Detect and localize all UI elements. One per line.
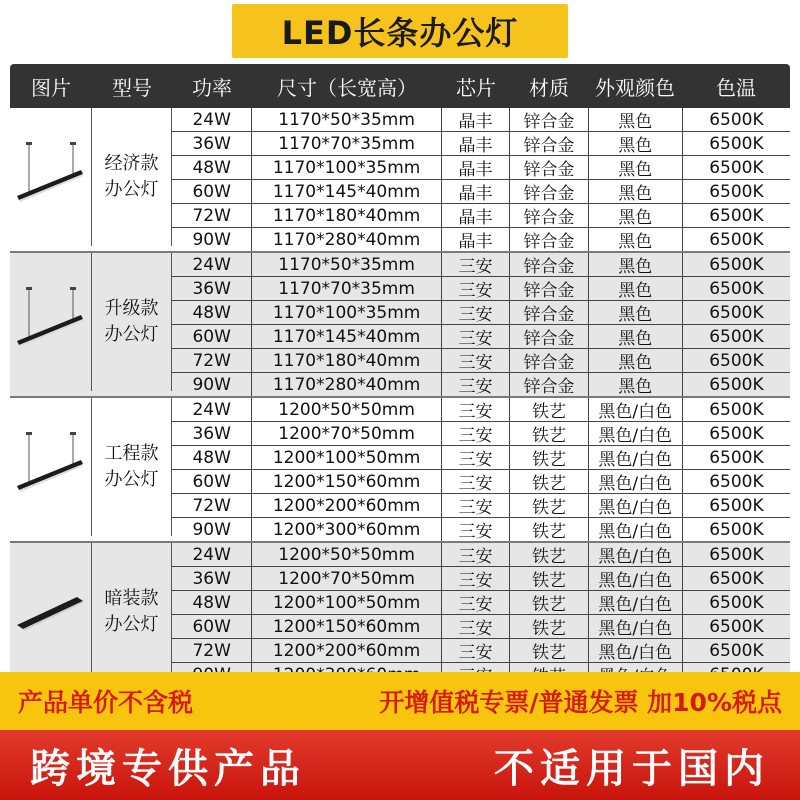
- color-temp-cell: 6500K: [709, 471, 764, 492]
- chip-cell: 三安: [442, 470, 510, 493]
- color-cell: 黑色: [589, 204, 683, 227]
- header-image: 图片: [31, 75, 71, 100]
- material-cell: 铁艺: [510, 494, 588, 517]
- size-cell: 1170*70*35mm: [252, 132, 441, 155]
- color-cell: 黑色/白色: [589, 470, 683, 493]
- power-cell: 72W: [172, 494, 252, 517]
- model-cell: [92, 108, 172, 246]
- power-cell: 24W: [172, 398, 252, 421]
- size-cell: 1170*280*40mm: [252, 228, 441, 251]
- table-body: [10, 108, 790, 688]
- header-model: 型号: [112, 75, 152, 100]
- power-cell: 36W: [172, 567, 252, 590]
- chip-cell: 晶丰: [442, 204, 510, 227]
- chip-cell: 三安: [442, 253, 510, 276]
- size-cell: 1200*200*60mm: [252, 639, 441, 662]
- table-row: [172, 422, 790, 446]
- model-name-line1: 工程款: [104, 443, 159, 464]
- color-cell: 黑色/白色: [589, 543, 683, 566]
- product-group: [10, 108, 790, 253]
- chip-cell: 三安: [442, 277, 510, 300]
- model-name-line2: 办公灯: [104, 614, 159, 635]
- color-temp-cell: 6500K: [709, 229, 764, 250]
- material-cell: 锌合金: [510, 180, 588, 203]
- chip-cell: 晶丰: [442, 108, 510, 131]
- power-cell: 72W: [172, 639, 252, 662]
- size-cell: 1170*100*35mm: [252, 156, 441, 179]
- header-size: 尺寸（长宽高）: [277, 75, 417, 100]
- footer-banner: [0, 730, 800, 800]
- header-color: 外观颜色: [595, 75, 675, 100]
- size-cell: 1200*70*50mm: [252, 422, 441, 445]
- product-group: [10, 543, 790, 688]
- chip-cell: 三安: [442, 446, 510, 469]
- image-cell: [10, 108, 92, 246]
- color-temp-cell: 6500K: [709, 205, 764, 226]
- title-bar: [0, 0, 800, 64]
- size-cell: 1170*70*35mm: [252, 277, 441, 300]
- color-temp-cell: 6500K: [709, 568, 764, 589]
- color-cell: 黑色: [589, 373, 683, 396]
- chip-cell: 三安: [442, 518, 510, 541]
- size-cell: 1170*180*40mm: [252, 349, 441, 372]
- color-temp-cell: 6500K: [709, 302, 764, 323]
- pendant-lamp-icon: [15, 140, 85, 214]
- chip-cell: 三安: [442, 422, 510, 445]
- pendant-lamp-icon: [15, 285, 85, 359]
- size-cell: 1200*50*50mm: [252, 398, 441, 421]
- power-cell: 60W: [172, 325, 252, 348]
- color-temp-cell: 6500K: [709, 254, 764, 275]
- model-name-line1: 经济款: [104, 153, 159, 174]
- color-temp-cell: 6500K: [709, 350, 764, 371]
- color-temp-cell: 6500K: [709, 157, 764, 178]
- size-cell: 1170*100*35mm: [252, 301, 441, 324]
- color-cell: 黑色: [589, 301, 683, 324]
- chip-cell: 三安: [442, 567, 510, 590]
- color-cell: 黑色/白色: [589, 446, 683, 469]
- power-cell: 24W: [172, 253, 252, 276]
- power-cell: 90W: [172, 518, 252, 541]
- model-name-line2: 办公灯: [104, 469, 159, 490]
- color-cell: 黑色: [589, 132, 683, 155]
- table-row: [172, 470, 790, 494]
- color-temp-cell: 6500K: [709, 109, 764, 130]
- material-cell: 锌合金: [510, 301, 588, 324]
- color-temp-cell: 6500K: [709, 133, 764, 154]
- table-row: [172, 494, 790, 518]
- size-cell: 1200*200*60mm: [252, 494, 441, 517]
- color-cell: 黑色/白色: [589, 494, 683, 517]
- power-cell: 36W: [172, 277, 252, 300]
- table-row: [172, 591, 790, 615]
- material-cell: 锌合金: [510, 373, 588, 396]
- material-cell: 铁艺: [510, 422, 588, 445]
- material-cell: 铁艺: [510, 398, 588, 421]
- chip-cell: 三安: [442, 494, 510, 517]
- size-cell: 1200*150*60mm: [252, 615, 441, 638]
- power-cell: 36W: [172, 132, 252, 155]
- notice-invoice-text: 开增值税专票/普通发票 加10%税点: [379, 688, 782, 717]
- table-row: [172, 567, 790, 591]
- power-cell: 60W: [172, 615, 252, 638]
- color-temp-cell: 6500K: [709, 181, 764, 202]
- material-cell: 铁艺: [510, 591, 588, 614]
- material-cell: 铁艺: [510, 470, 588, 493]
- color-cell: 黑色: [589, 253, 683, 276]
- color-temp-cell: 6500K: [709, 423, 764, 444]
- power-cell: 48W: [172, 591, 252, 614]
- chip-cell: 三安: [442, 398, 510, 421]
- power-cell: 24W: [172, 543, 252, 566]
- material-cell: 锌合金: [510, 253, 588, 276]
- color-cell: 黑色: [589, 325, 683, 348]
- model-name-line1: 暗装款: [104, 588, 159, 609]
- size-cell: 1200*70*50mm: [252, 567, 441, 590]
- color-temp-cell: 6500K: [709, 399, 764, 420]
- power-cell: 90W: [172, 373, 252, 396]
- table-row: [172, 398, 790, 422]
- tax-notice: [0, 672, 800, 730]
- table-row: [172, 446, 790, 470]
- color-temp-cell: 6500K: [709, 447, 764, 468]
- material-cell: 铁艺: [510, 543, 588, 566]
- color-temp-cell: 6500K: [709, 519, 764, 540]
- table-row: [172, 325, 790, 349]
- table-row: [172, 373, 790, 396]
- color-cell: 黑色/白色: [589, 422, 683, 445]
- size-cell: 1200*100*50mm: [252, 591, 441, 614]
- color-cell: 黑色/白色: [589, 639, 683, 662]
- table-row: [172, 180, 790, 204]
- color-cell: 黑色: [589, 156, 683, 179]
- material-cell: 铁艺: [510, 518, 588, 541]
- chip-cell: 三安: [442, 639, 510, 662]
- color-temp-cell: 6500K: [709, 278, 764, 299]
- table-row: [172, 639, 790, 663]
- spec-table: [10, 64, 790, 688]
- header-chip: 芯片: [456, 75, 496, 100]
- power-cell: 48W: [172, 446, 252, 469]
- color-temp-cell: 6500K: [709, 374, 764, 395]
- chip-cell: 晶丰: [442, 180, 510, 203]
- chip-cell: 晶丰: [442, 132, 510, 155]
- table-row: [172, 277, 790, 301]
- pendant-lamp-icon: [15, 430, 85, 504]
- chip-cell: 三安: [442, 349, 510, 372]
- model-name-line1: 升级款: [104, 298, 159, 319]
- product-group: [10, 398, 790, 543]
- color-cell: 黑色/白色: [589, 615, 683, 638]
- material-cell: 锌合金: [510, 277, 588, 300]
- header-color-temp: 色温: [716, 75, 756, 100]
- image-cell: [10, 543, 92, 681]
- color-cell: 黑色/白色: [589, 567, 683, 590]
- table-row: [172, 543, 790, 567]
- footer-domestic-text: 不适用于国内: [494, 745, 770, 792]
- notice-price-text: 产品单价不含税: [18, 688, 194, 717]
- header-power: 功率: [192, 75, 232, 100]
- color-cell: 黑色: [589, 349, 683, 372]
- recessed-lamp-icon: [15, 575, 85, 649]
- table-row: [172, 349, 790, 373]
- footer-export-text: 跨境专供产品: [30, 745, 306, 792]
- color-temp-cell: 6500K: [709, 544, 764, 565]
- table-row: [172, 228, 790, 251]
- header-material: 材质: [529, 75, 569, 100]
- color-temp-cell: 6500K: [709, 495, 764, 516]
- chip-cell: 晶丰: [442, 156, 510, 179]
- size-cell: 1170*145*40mm: [252, 180, 441, 203]
- image-cell: [10, 398, 92, 536]
- chip-cell: 晶丰: [442, 228, 510, 251]
- size-cell: 1170*145*40mm: [252, 325, 441, 348]
- material-cell: 铁艺: [510, 615, 588, 638]
- chip-cell: 三安: [442, 373, 510, 396]
- model-name-line2: 办公灯: [104, 324, 159, 345]
- color-cell: 黑色/白色: [589, 398, 683, 421]
- material-cell: 锌合金: [510, 132, 588, 155]
- power-cell: 24W: [172, 108, 252, 131]
- page-title: LED长条办公灯: [232, 4, 568, 58]
- table-header: [10, 64, 790, 108]
- power-cell: 72W: [172, 204, 252, 227]
- table-row: [172, 132, 790, 156]
- size-cell: 1200*50*50mm: [252, 543, 441, 566]
- table-row: [172, 253, 790, 277]
- material-cell: 铁艺: [510, 639, 588, 662]
- chip-cell: 三安: [442, 325, 510, 348]
- model-cell: [92, 543, 172, 681]
- color-temp-cell: 6500K: [709, 592, 764, 613]
- color-cell: 黑色: [589, 180, 683, 203]
- table-row: [172, 156, 790, 180]
- model-cell: [92, 398, 172, 536]
- chip-cell: 三安: [442, 591, 510, 614]
- material-cell: 锌合金: [510, 156, 588, 179]
- product-group: [10, 253, 790, 398]
- color-temp-cell: 6500K: [709, 640, 764, 661]
- material-cell: 锌合金: [510, 349, 588, 372]
- power-cell: 48W: [172, 301, 252, 324]
- size-cell: 1170*50*35mm: [252, 253, 441, 276]
- color-temp-cell: 6500K: [709, 326, 764, 347]
- power-cell: 60W: [172, 470, 252, 493]
- material-cell: 锌合金: [510, 325, 588, 348]
- color-cell: 黑色: [589, 277, 683, 300]
- table-row: [172, 518, 790, 541]
- color-cell: 黑色: [589, 108, 683, 131]
- size-cell: 1170*50*35mm: [252, 108, 441, 131]
- power-cell: 36W: [172, 422, 252, 445]
- material-cell: 铁艺: [510, 446, 588, 469]
- size-cell: 1200*150*60mm: [252, 470, 441, 493]
- table-row: [172, 204, 790, 228]
- size-cell: 1200*100*50mm: [252, 446, 441, 469]
- table-row: [172, 108, 790, 132]
- size-cell: 1170*180*40mm: [252, 204, 441, 227]
- color-cell: 黑色/白色: [589, 518, 683, 541]
- chip-cell: 三安: [442, 615, 510, 638]
- size-cell: 1170*280*40mm: [252, 373, 441, 396]
- color-cell: 黑色: [589, 228, 683, 251]
- material-cell: 锌合金: [510, 204, 588, 227]
- size-cell: 1200*300*60mm: [252, 518, 441, 541]
- table-row: [172, 301, 790, 325]
- material-cell: 锌合金: [510, 228, 588, 251]
- power-cell: 90W: [172, 228, 252, 251]
- power-cell: 48W: [172, 156, 252, 179]
- image-cell: [10, 253, 92, 391]
- chip-cell: 三安: [442, 301, 510, 324]
- color-cell: 黑色/白色: [589, 591, 683, 614]
- power-cell: 72W: [172, 349, 252, 372]
- model-cell: [92, 253, 172, 391]
- color-temp-cell: 6500K: [709, 616, 764, 637]
- power-cell: 60W: [172, 180, 252, 203]
- table-row: [172, 615, 790, 639]
- material-cell: 铁艺: [510, 567, 588, 590]
- chip-cell: 三安: [442, 543, 510, 566]
- model-name-line2: 办公灯: [104, 179, 159, 200]
- material-cell: 锌合金: [510, 108, 588, 131]
